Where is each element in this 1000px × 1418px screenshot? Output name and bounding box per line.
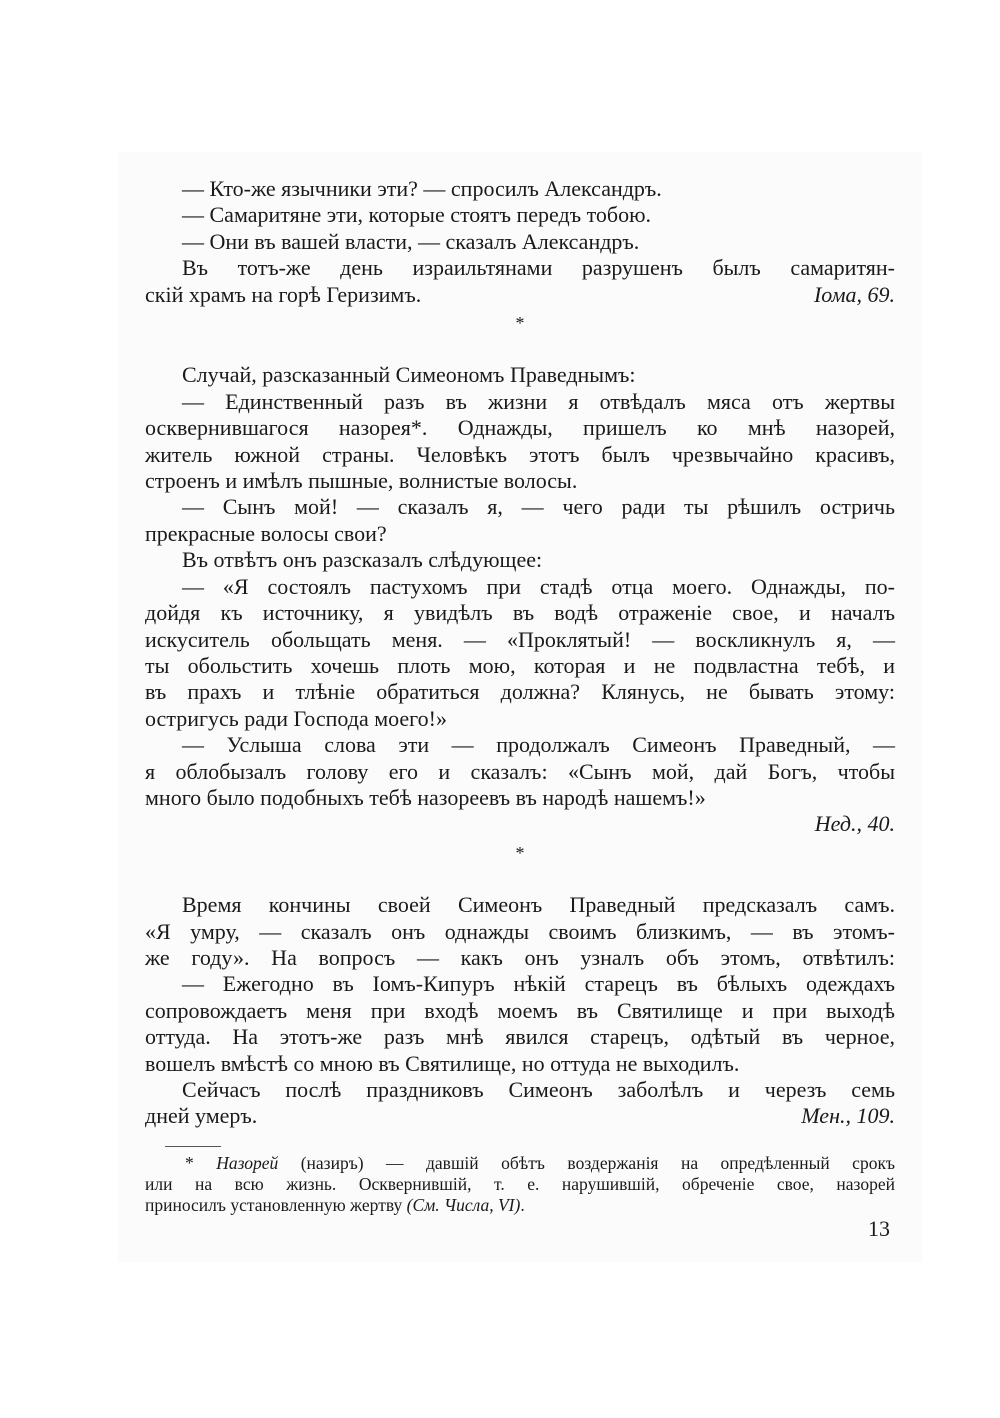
- text-line: «Я умру, — сказалъ онъ однажды своимъ близкимъ, — въ этомъ-: [145, 918, 895, 944]
- paragraph-line: скій храмъ на горѣ Геризимъ.: [145, 281, 422, 307]
- page-number: 13: [868, 1216, 890, 1241]
- text-line: въ прахъ и тлѣніе обратиться должна? Клянусь, не бывать этому:: [145, 679, 895, 705]
- text-line: дойдя къ источнику, я увидѣлъ въ водѣ отраженіе свое, и началъ: [145, 600, 895, 626]
- text-line: — Единственный разъ въ жизни я отвѣдалъ мяса отъ жертвы: [182, 388, 895, 414]
- text-line: остригусь ради Господа моего!»: [145, 705, 447, 731]
- text-line: искуситель обольщать меня. — «Проклятый! — воскликнулъ я, —: [145, 626, 895, 652]
- paragraph-end-row: [145, 1103, 895, 1129]
- source-citation: Мен., 109.: [801, 1103, 895, 1129]
- text-line: — «Я состоялъ пастухомъ при стадѣ отца моего. Однажды, по-: [182, 573, 895, 599]
- paragraph-end-row: [145, 282, 895, 308]
- text-line: — Услыша слова эти — продолжалъ Симеонъ Праведный, —: [182, 732, 895, 758]
- intro-line: Случай, разсказанный Симеономъ Праведнымъ:: [182, 362, 636, 388]
- text-line: я облобызалъ голову его и сказалъ: «Сынъ мой, дай Богъ, чтобы: [145, 758, 895, 784]
- text-line: — Сынъ мой! — сказалъ я, — чего ради ты рѣшилъ остричь: [182, 494, 895, 520]
- source-row: [145, 811, 895, 837]
- footnote-line: приносилъ установленную жертву (См. Числа, VI).: [145, 1194, 525, 1215]
- section-separator: *: [515, 313, 525, 334]
- text-line: сопровождаетъ меня при входѣ моемъ въ Святилище и при выходѣ: [145, 997, 895, 1023]
- text-line: осквернившагося назорея*. Однажды, пришелъ ко мнѣ назорей,: [145, 415, 895, 441]
- page-body: [145, 176, 895, 1216]
- source-citation: Нед., 40.: [814, 811, 895, 837]
- footnote-line: [145, 1153, 895, 1174]
- text-line: Время кончины своей Симеонъ Праведный предсказалъ самъ.: [182, 892, 895, 918]
- source-citation: Іома, 69.: [813, 281, 895, 307]
- paragraph-line: Въ тотъ-же день израильтянами разрушенъ былъ самаритян-: [182, 255, 895, 281]
- text-line: вошелъ вмѣстѣ со мною въ Святилище, но оттуда не выходилъ.: [145, 1050, 740, 1076]
- text-line: житель южной страны. Человѣкъ этотъ былъ чрезвычайно красивъ,: [145, 441, 895, 467]
- footnote-marker: *: [185, 1152, 194, 1173]
- footnote-divider: [165, 1146, 221, 1147]
- text-line: же году». На вопросъ — какъ онъ узналъ объ этомъ, отвѣтилъ:: [145, 944, 895, 970]
- footnote-text: (назиръ) — давшій обѣтъ воздержанія на опредѣленный срокъ: [278, 1152, 895, 1173]
- footnote-line: или на всю жизнь. Осквернившій, т. е. нарушившій, обреченіе свое, назорей: [145, 1173, 895, 1194]
- text-line: строенъ и имѣлъ пышные, волнистые волосы.: [145, 468, 578, 494]
- dialogue-line: — Кто-же язычники эти? — спросилъ Александръ.: [182, 176, 662, 201]
- dialogue-line: — Самаритяне эти, которые стоятъ передъ тобою.: [182, 202, 652, 228]
- footnote-term: Назорей: [216, 1152, 279, 1173]
- text-line: ты обольстить хочешь плоть мою, которая и не подвластна тебѣ, и: [145, 652, 895, 678]
- footnote-reference: (См. Числа, VI): [406, 1194, 521, 1215]
- text-line: дней умеръ.: [145, 1103, 258, 1129]
- section-separator: *: [515, 842, 525, 863]
- text-line: — Ежегодно въ Іомъ-Кипуръ нѣкій старецъ въ бѣлыхъ одеждахъ: [182, 971, 895, 997]
- text-line: прекрасные волосы свои?: [145, 520, 387, 546]
- text-line: Сейчасъ послѣ праздниковъ Симеонъ заболѣлъ и черезъ семь: [182, 1077, 895, 1102]
- text-line: оттуда. На этотъ-же разъ мнѣ явился старецъ, одѣтый въ черное,: [145, 1024, 895, 1050]
- text-line: Въ отвѣтъ онъ разсказалъ слѣдующее:: [182, 547, 543, 573]
- footnote: [145, 1153, 895, 1216]
- dialogue-line: — Они въ вашей власти, — сказалъ Александръ.: [182, 228, 640, 254]
- text-line: много было подобныхъ тебѣ назореевъ въ народѣ нашемъ!»: [145, 784, 706, 810]
